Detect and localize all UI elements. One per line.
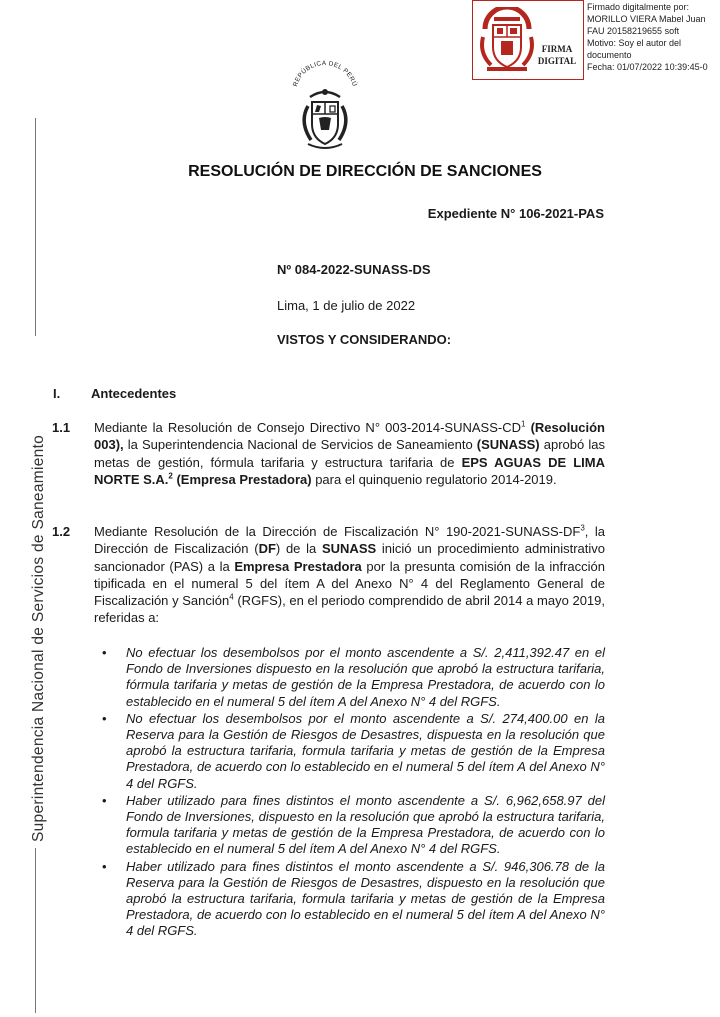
document-title: RESOLUCIÓN DE DIRECCIÓN DE SANCIONES — [188, 163, 542, 180]
signature-line: Fecha: 01/07/2022 10:39:45-0 — [587, 62, 708, 72]
sidebar-institution-name: Superintendencia Nacional de Servicios de Saneamiento — [30, 434, 47, 842]
signature-label: FIRMA DIGITAL — [537, 44, 577, 66]
bullet-glyph: • — [102, 792, 107, 808]
paragraph-number: 1.2 — [52, 524, 71, 539]
sidebar-rule-top — [35, 118, 36, 336]
digital-signature-stamp — [472, 0, 584, 80]
svg-text:REPÚBLICA DEL PERÚ — [292, 60, 360, 88]
peru-seal-icon — [479, 7, 535, 73]
document-date: Lima, 1 de julio de 2022 — [277, 298, 416, 313]
paragraph-text: (Resolución 003), — [94, 420, 605, 453]
case-number: Expediente N° 106-2021-PAS — [427, 206, 604, 221]
paragraph-text: (RGFS), en el periodo comprendido de abril 2014 a mayo 2019, referidas a: — [94, 593, 605, 626]
paragraph-text: Mediante Resolución de la Dirección de Fiscalización N° 190-2021-SUNASS-DF — [94, 524, 581, 539]
bullet-glyph: • — [102, 858, 107, 874]
signature-line: documento — [587, 50, 632, 60]
list-item — [102, 711, 605, 792]
vistos-heading: VISTOS Y CONSIDERANDO: — [277, 332, 452, 347]
signature-line: Firmado digitalmente por: — [587, 2, 690, 12]
paragraph-1-2 — [94, 523, 605, 627]
paragraph-1-1 — [94, 419, 605, 488]
coat-of-arms-icon — [286, 60, 364, 152]
section-title: Antecedentes — [91, 386, 177, 401]
footnote-ref[interactable]: 2 — [168, 471, 173, 481]
bullet-glyph: • — [102, 710, 107, 726]
resolution-number: Nº 084-2022-SUNASS-DS — [277, 262, 431, 277]
list-item-text: Haber utilizado para fines distintos el monto ascendente a S/. 946,306.78 de la Reserva para la Gestión de Riesgos de Desastres, dispuesto en la resolución que aprobó la estructura tarifaria, formula tarifaria y metas de gestión de la Empresa Prestadora, de acuerdo con lo establecido en el numeral 5 del ítem A del Anexo N° 4 del RGFS. — [126, 858, 605, 939]
paragraph-text: la Superintendencia Nacional de Servicios de Saneamiento — [123, 437, 477, 453]
paragraph-text: para el quinquenio regulatorio 2014-2019. — [311, 471, 557, 487]
paragraph-text: SUNASS — [321, 541, 377, 557]
paragraph-text: inició un procedimiento administrativo sancionador (PAS) a la — [94, 541, 605, 574]
paragraph-text: EPS AGUAS DE LIMA NORTE S.A. — [94, 454, 605, 487]
footnote-ref[interactable]: 3 — [580, 523, 585, 533]
signature-info — [587, 1, 720, 73]
paragraph-text: por la presunta comisión de la infracción tipificada en el numeral 5 del ítem A del Anexo N° 4 del Reglamento General de Fiscalización y Sanción — [94, 558, 606, 609]
list-item — [102, 793, 605, 858]
paragraph-text: Mediante la Resolución de Consejo Directivo N° 003-2014-SUNASS-CD — [94, 420, 521, 435]
signature-line: FAU 20158219655 soft — [587, 26, 680, 36]
paragraph-number: 1.1 — [52, 420, 71, 435]
signature-line: Motivo: Soy el autor del — [587, 38, 682, 48]
signature-line: MORILLO VIERA Mabel Juan — [587, 14, 706, 24]
list-item — [102, 645, 605, 710]
bullet-list — [102, 645, 605, 940]
paragraph-text: , la Dirección de Fiscalización ( — [94, 524, 606, 557]
list-item-text: Haber utilizado para fines distintos el monto ascendente a S/. 6,962,658.97 del Fondo de Inversiones, dispuesto en la resolución que aprobó la estructura tarifaria, formula tarifaria y metas de gestión de la Empresa Prestadora, de acuerdo con lo establecido en el numeral 5 del ítem A del Anexo N° 4 del RGFS. — [126, 792, 605, 857]
list-item-text: No efectuar los desembolsos por el monto ascendente a S/. 274,400.00 en la Reserva para la Gestión de Riesgos de Desastres, dispuesta en la resolución que aprobó la estructura tarifaria, formula tarifaria y metas de gestión de la Empresa Prestadora, de acuerdo con lo establecido en el numeral 5 del ítem A del Anexo N° 4 del RGFS. — [126, 710, 605, 791]
bullet-glyph: • — [102, 645, 107, 660]
paragraph-text: DF — [258, 541, 276, 557]
emblem-text: REPÚBLICA DEL PERÚ — [292, 60, 358, 88]
list-item-text: No efectuar los desembolsos por el monto ascendente a S/. 2,411,392.47 en el Fondo de Inversiones dispuesto en la resolución que aprobó la estructura tarifaria, fórmula tarifaria y metas de gestión de la Empresa Prestadora, de acuerdo con lo establecido en el numeral 5 del ítem A del Anexo N° 4 del RGFS. — [126, 645, 605, 709]
section-number: I. — [53, 386, 61, 401]
paragraph-text: (Empresa Prestadora) — [172, 471, 312, 487]
paragraph-text: aprobó las metas de gestión, fórmula tarifaria y estructura tarifaria de — [94, 437, 605, 470]
paragraph-text: Empresa Prestadora — [234, 558, 362, 574]
paragraph-text: ) de la — [275, 541, 322, 557]
list-item — [102, 859, 605, 940]
footnote-ref[interactable]: 4 — [229, 592, 234, 602]
sidebar-rule-bottom — [35, 848, 36, 1013]
paragraph-text: (SUNASS) — [476, 437, 540, 453]
footnote-ref[interactable]: 1 — [521, 419, 526, 429]
